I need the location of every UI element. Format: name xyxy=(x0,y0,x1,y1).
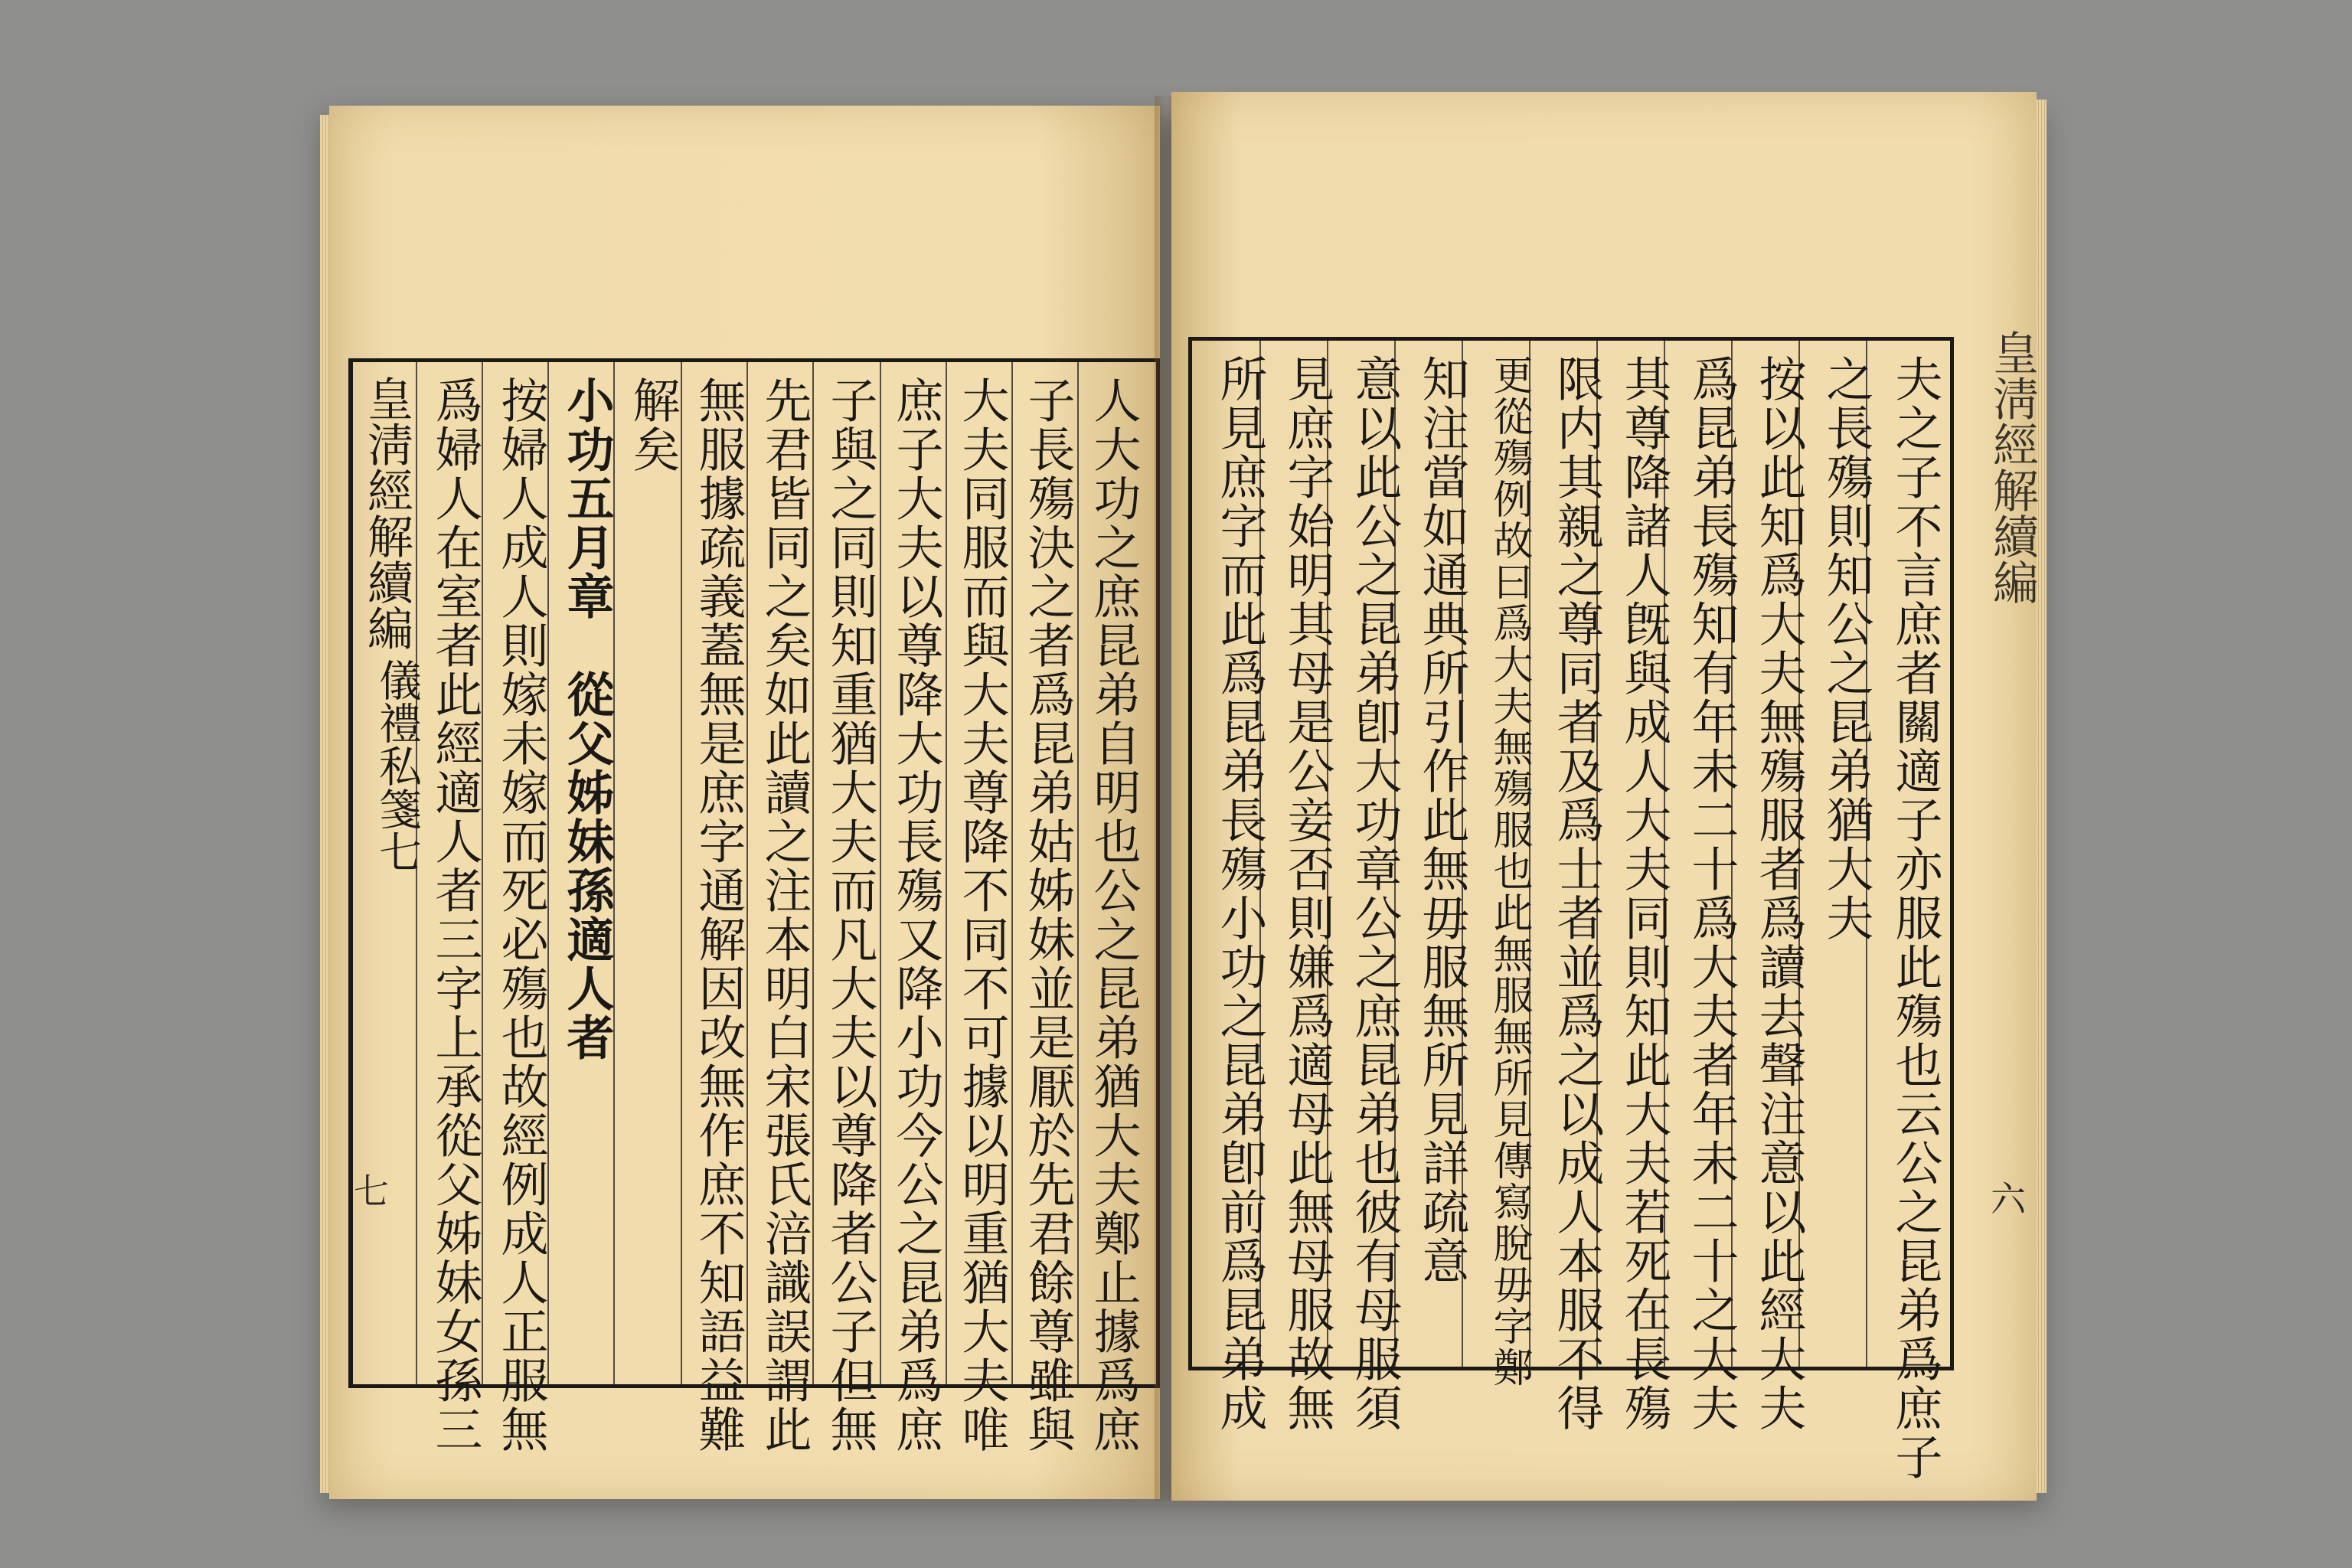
text-column: 無服據疏義蓋無是庶字通解因改無作庶不知語益難 xyxy=(691,376,746,1454)
text-column: 知注當如通典所引作此無毋服無所見詳疏意 xyxy=(1414,354,1470,1285)
text-column: 庶子大夫以尊降大功長殤又降小功今公之昆弟爲庶 xyxy=(888,376,944,1454)
text-column: 按以此知爲大夫無殤服者爲讀去聲注意以此經大夫 xyxy=(1751,354,1807,1432)
text-column: 子長殤決之者爲昆弟姑姊妹並是厭於先君餘尊雖與 xyxy=(1020,376,1076,1454)
text-column: 見庶字始明其母是公妾否則嫌爲適母此無母服故無 xyxy=(1279,354,1335,1432)
chapter-heading: 小功五月章 從父姊妹孫適人者 xyxy=(559,376,615,1062)
right-margin-title: 皇淸經解續編 xyxy=(1985,329,2039,605)
text-column: 所見庶字而此爲昆弟長殤小功之昆弟卽前爲昆弟成 xyxy=(1212,354,1268,1432)
text-column: 限内其親之尊同者及爲士者並爲之以成人本服不得 xyxy=(1549,354,1605,1432)
text-column: 更從殤例故曰爲大夫無殤服也此無服無所見傳寫脫毋字鄭 xyxy=(1486,354,1532,1388)
text-column: 爲婦人在室者此經適人者三字上承從父姊妹女孫三 xyxy=(427,376,483,1454)
text-column: 子與之同則知重猶大夫而凡大夫以尊降者公子但無 xyxy=(822,376,878,1454)
text-column: 爲昆弟長殤知有年未二十爲大夫者年未二十之大夫 xyxy=(1684,354,1740,1432)
text-column: 意以此公之昆弟卽大功章公之庶昆弟也彼有母服須 xyxy=(1347,354,1403,1432)
right-page-number: 六 xyxy=(1991,1178,2026,1220)
left-text-frame xyxy=(348,358,1160,1454)
text-column: 解矣 xyxy=(625,376,681,474)
text-column: 其尊降諸人旣與成人大夫同則知此大夫若死在長殤 xyxy=(1616,354,1672,1432)
left-margin-subtitle: 儀禮私箋七 xyxy=(372,658,422,873)
text-column: 夫之子不言庶者關適子亦服此殤也云公之昆弟爲庶子 xyxy=(1887,354,1943,1481)
text-column: 先君皆同之矣如此讀之注本明白宋張氏涪識誤謂此 xyxy=(756,376,812,1454)
right-text-frame xyxy=(1188,337,1954,1481)
text-column: 之長殤則知公之昆弟猶大夫 xyxy=(1818,354,1874,942)
left-margin-title: 皇淸經解續編 xyxy=(360,375,413,651)
text-column: 按婦人成人則嫁未嫁而死必殤也故經例成人正服無 xyxy=(493,376,549,1454)
left-page-number: 七 xyxy=(354,1171,389,1212)
column-rule xyxy=(681,362,682,1384)
text-column: 大夫同服而與大夫尊降不同不可據以明重猶大夫唯 xyxy=(954,376,1010,1454)
text-column: 人大功之庶昆弟自明也公之昆弟猶大夫鄭止據爲庶 xyxy=(1086,376,1142,1454)
